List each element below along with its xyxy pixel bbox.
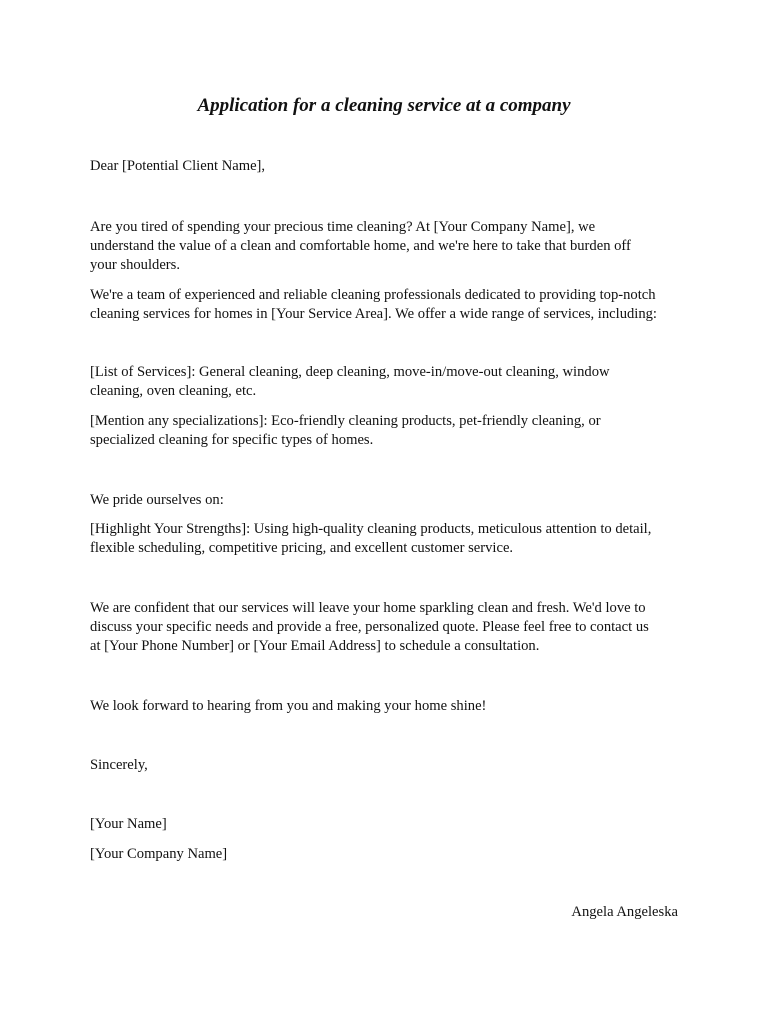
- paragraph-intro: [90, 218, 690, 275]
- text-line: We are confident that our services will leave your home sparkling clean and fresh. We'd love to: [90, 600, 646, 616]
- text-line: Are you tired of spending your precious time cleaning? At [Your Company Name], we: [90, 219, 596, 235]
- author-name: Angela Angeleska: [571, 904, 678, 920]
- text-line: We're a team of experienced and reliable cleaning professionals dedicated to providing top-notch: [90, 287, 656, 303]
- text-line: at [Your Phone Number] or [Your Email Address] to schedule a consultation.: [90, 638, 540, 654]
- signature-name: [Your Name]: [90, 816, 167, 832]
- text-line: flexible scheduling, competitive pricing, and excellent customer service.: [90, 540, 514, 556]
- paragraph-pride: [90, 491, 690, 510]
- paragraph-strengths: [90, 520, 690, 558]
- text-line: specialized cleaning for specific types of homes.: [90, 432, 374, 448]
- paragraph-look-forward: [90, 697, 690, 716]
- text-line: your shoulders.: [90, 257, 180, 273]
- salutation: Dear [Potential Client Name],: [90, 158, 266, 174]
- text-line: cleaning, oven cleaning, etc.: [90, 383, 257, 399]
- text-line: discuss your specific needs and provide a free, personalized quote. Please feel free to contact us: [90, 619, 649, 635]
- text-line: We look forward to hearing from you and making your home shine!: [90, 698, 487, 714]
- document-title: Application for a cleaning service at a company: [197, 95, 571, 116]
- paragraph-specializations: [90, 412, 690, 450]
- text-line: [Mention any specializations]: Eco-friendly cleaning products, pet-friendly cleaning, or: [90, 413, 601, 429]
- paragraph-confident: [90, 599, 690, 656]
- text-line: understand the value of a clean and comfortable home, and we're here to take that burden off: [90, 238, 631, 254]
- closing: Sincerely,: [90, 757, 148, 773]
- paragraph-team: [90, 286, 690, 324]
- text-line: [List of Services]: General cleaning, deep cleaning, move-in/move-out cleaning, window: [90, 364, 610, 380]
- signature-company: [Your Company Name]: [90, 846, 228, 862]
- text-line: We pride ourselves on:: [90, 492, 224, 508]
- text-line: [Highlight Your Strengths]: Using high-quality cleaning products, meticulous attention to detail,: [90, 521, 652, 537]
- paragraph-services: [90, 363, 690, 401]
- text-line: cleaning services for homes in [Your Service Area]. We offer a wide range of services, including:: [90, 306, 657, 322]
